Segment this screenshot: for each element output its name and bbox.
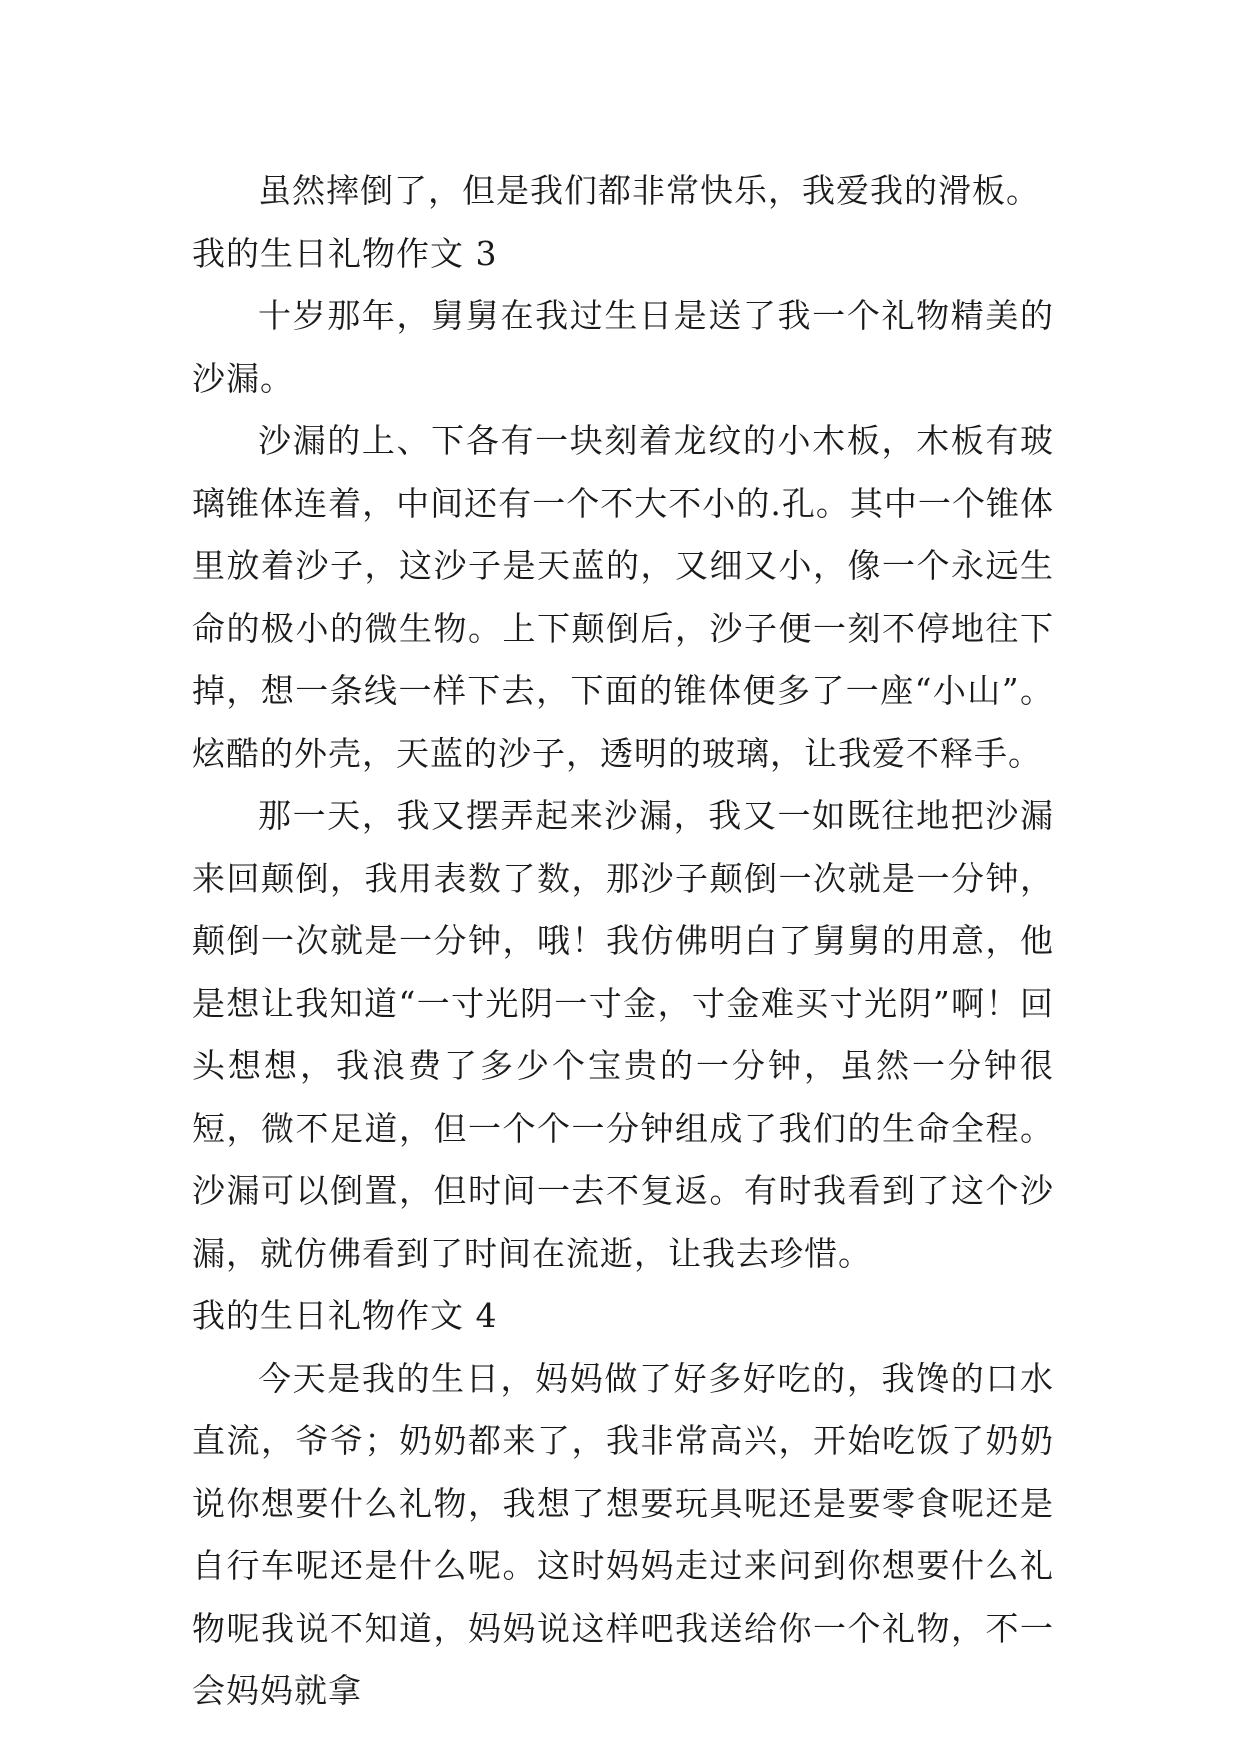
paragraph-birthday-dinner: 今天是我的生日，妈妈做了好多好吃的，我馋的口水直流，爷爷；奶奶都来了，我非常高兴，开始吃饭了奶奶说你想要什么礼物，我想了想要玩具呢还是要零食呢还是自行车呢还是什么呢。这时妈妈走过来问到你想要什么礼物呢我说不知道，妈妈说这样吧我送给你一个礼物，不一会妈妈就拿: [192, 1358, 1054, 1710]
document-page: [192, 160, 1054, 1723]
paragraph-hourglass-gift: 十岁那年，舅舅在我过生日是送了我一个礼物精美的沙漏。: [192, 296, 1054, 398]
section-heading-4: 我的生日礼物作文 4: [192, 1296, 498, 1335]
paragraph-hourglass-description: 沙漏的上、下各有一块刻着龙纹的小木板，木板有玻璃锥体连着，中间还有一个不大不小的.孔。其中一个锥体里放着沙子，这沙子是天蓝的，又细又小，像一个永远生命的极小的微生物。上下颠倒后，沙子便一刻不停地往下掉，想一条线一样下去，下面的锥体便多了一座“小山”。炫酷的外壳，天蓝的沙子，透明的玻璃，让我爱不释手。: [192, 421, 1054, 773]
paragraph-skateboard-ending: 虽然摔倒了，但是我们都非常快乐，我爱我的滑板。: [258, 171, 1040, 210]
paragraph-hourglass-meaning: 那一天，我又摆弄起来沙漏，我又一如既往地把沙漏来回颠倒，我用表数了数，那沙子颠倒一次就是一分钟，颠倒一次就是一分钟，哦！我仿佛明白了舅舅的用意，他是想让我知道“一寸光阴一寸金，寸金难买寸光阴”啊！回头想想，我浪费了多少个宝贵的一分钟，虽然一分钟很短，微不足道，但一个个一分钟组成了我们的生命全程。沙漏可以倒置，但时间一去不复返。有时我看到了这个沙漏，就仿佛看到了时间在流逝，让我去珍惜。: [192, 796, 1054, 1273]
section-heading-3: 我的生日礼物作文 3: [192, 233, 498, 273]
